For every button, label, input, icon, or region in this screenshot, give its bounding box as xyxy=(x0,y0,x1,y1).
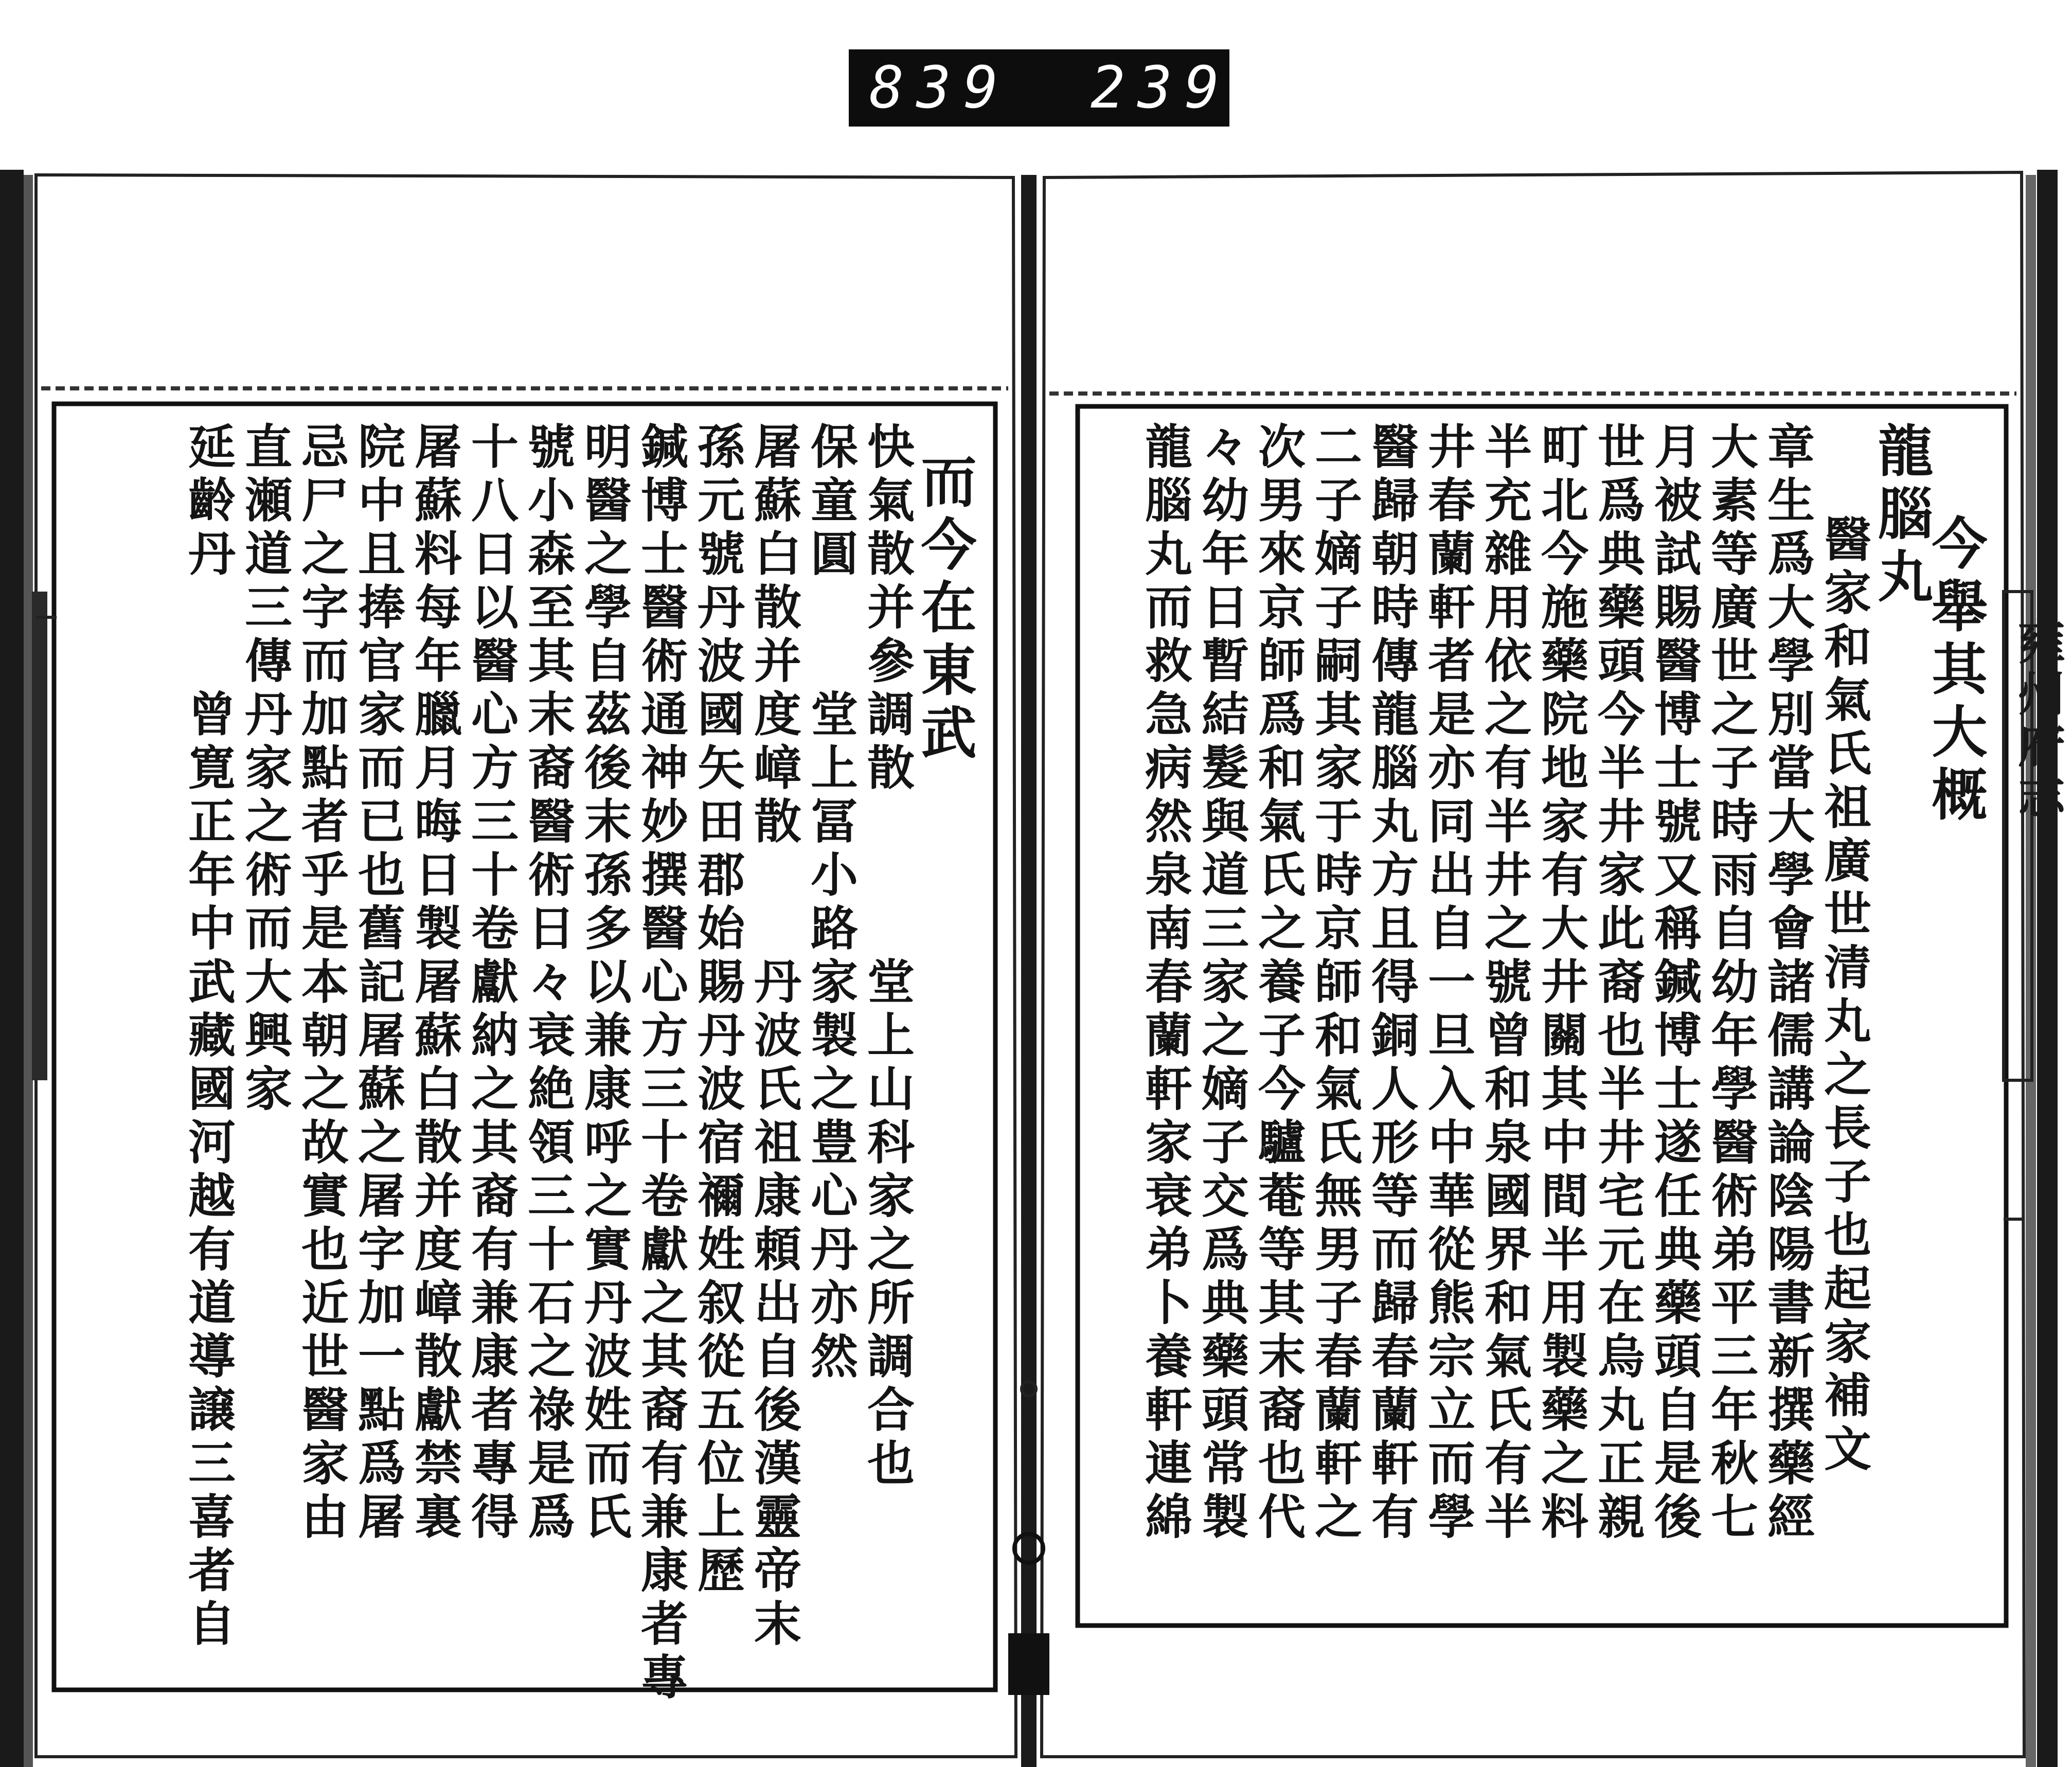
spine-clip xyxy=(1008,1633,1049,1695)
right-col-13: 次男來京師爲和氣氏之養子今驢菴等其末裔也代 xyxy=(1251,422,1306,1545)
right-col-2: 龍腦丸 xyxy=(1868,422,1933,610)
right-col-15: 龍腦丸而救急病然泉南春蘭軒家衰弟卜養軒連綿 xyxy=(1137,422,1193,1545)
right-col-14: 々幼年日暫結髮與道三家之嫡子交爲典藥頭常製 xyxy=(1194,422,1249,1545)
right-col-7: 世爲典藥頭今半井家此裔也半井宅元在烏丸正親 xyxy=(1590,422,1646,1545)
right-col-8: 町北今施藥院地家有大井關其中間半用製藥之料 xyxy=(1533,422,1589,1545)
right-col-5: 大素等廣世之子時雨自幼年學醫術弟平三年秋七 xyxy=(1703,422,1759,1545)
left-col-7: 明醫之學自茲後末孫多以兼康呼之實丹波姓而氏 xyxy=(577,422,632,1545)
left-book-edge xyxy=(0,170,24,1767)
left-col-10: 屠蘇料每年臘月晦日製屠蘇白散并度嶂散獻禁裏 xyxy=(407,422,462,1545)
left-col-12: 忌尸之字而加點者乎是本朝之故實也近世醫家由 xyxy=(294,422,349,1545)
left-col-13: 直瀬道三傳丹家之術而大興家 xyxy=(237,422,293,1117)
margin-title: 雍州府志 xyxy=(2010,617,2066,823)
right-col-1: 今舉其大概 xyxy=(1922,514,1987,828)
left-col-4: 屠蘇白散并度嶂散 丹波氏祖康頼出自後漢靈帝末 xyxy=(746,422,802,1652)
right-col-6: 月被試賜醫博士號又稱鍼博士遂任典藥頭自是後 xyxy=(1647,422,1702,1545)
left-col-6: 鍼博士醫術通神妙撰醫心方三十卷獻之其裔有兼康者專 xyxy=(633,422,689,1706)
right-col-10: 井春蘭軒者是亦同出自一旦入中華從熊宗立而學 xyxy=(1420,422,1476,1545)
left-col-5: 孫元號丹波國矢田郡始賜丹波宿禰姓叙從五位上歷 xyxy=(690,422,745,1599)
right-col-11: 醫歸朝時傳龍腦丸方且得銅人形等而歸春蘭軒有 xyxy=(1364,422,1419,1545)
left-col-8: 號小森至其末裔醫術日々衰絶領三十石之祿是爲 xyxy=(520,422,576,1545)
right-book-edge xyxy=(2037,170,2058,1767)
left-col-9: 十八日以醫心方三十卷獻納之其裔有兼康者專得 xyxy=(463,422,519,1545)
label-number-left: 839 xyxy=(869,55,1011,121)
spine-bar xyxy=(1021,175,1037,1767)
right-col-3: 醫家和氣氏祖廣世清丸之長子也起家補文 xyxy=(1816,514,1872,1477)
right-col-9: 半充雜用依之有半井之號曾和泉國界和氣氏有半 xyxy=(1477,422,1532,1545)
left-col-11: 院中且捧官家而已也舊記屠蘇之屠字加一點爲屠 xyxy=(350,422,406,1545)
left-col-14: 延齡丹 曾寛正年中武藏國河越有道導譲三喜者自 xyxy=(181,422,236,1652)
left-col-3: 保童圓 堂上冨小路家製之豊心丹亦然 xyxy=(803,422,859,1385)
right-col-12: 二子嫡子嗣其家于時京師和氣氏無男子春蘭軒之 xyxy=(1307,422,1363,1545)
catalog-label xyxy=(849,49,1232,127)
left-book-edge-inner xyxy=(24,175,33,1767)
right-col-4: 章生爲大學別當大學會諸儒講論陰陽書新撰藥經 xyxy=(1760,422,1815,1545)
left-col-2: 快氣散并參調散 堂上山科家之所調合也 xyxy=(860,422,915,1492)
label-number-right: 239 xyxy=(1091,55,1232,121)
left-col-1: 而今在東武 xyxy=(912,453,976,766)
margin-tab-left xyxy=(32,592,47,1080)
